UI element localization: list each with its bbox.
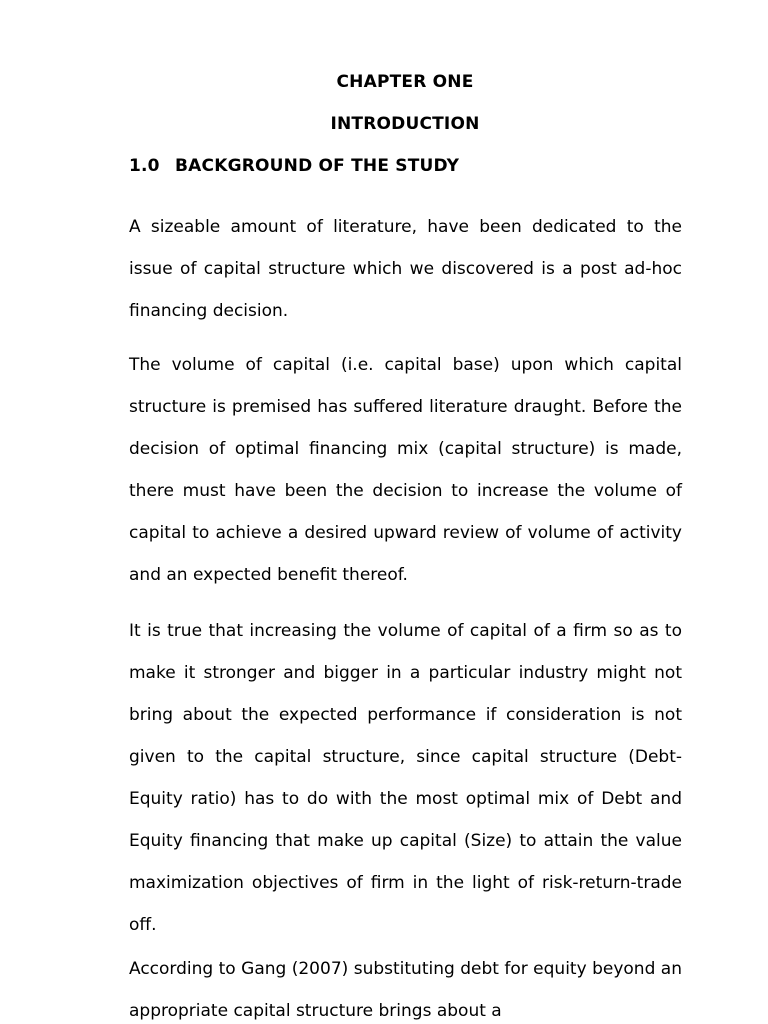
section-number: 1.0 [129, 156, 160, 176]
paragraph-1: A sizeable amount of literature, have been dedicated to the issue of capital structure which we discovered is a post ad-hoc financing decision. [129, 217, 682, 321]
section-heading [129, 156, 459, 176]
paragraph-2: The volume of capital (i.e. capital base) upon which capital structure is premised has suffered literature draught. Before the decision of optimal financing mix (capital structure) is made, there must have been the decision to increase the volume of capital to achieve a desired upward review of volume of activity and an expected benefit thereof. [129, 355, 682, 585]
paragraph-3: It is true that increasing the volume of capital of a firm so as to make it stronger and bigger in a particular industry might not bring about the expected performance if consideration is not given to the capital structure, since capital structure (Debt-Equity ratio) has to do with the most optimal mix of Debt and Equity financing that make up capital (Size) to attain the value maximization objectives of firm in the light of risk-return-trade off. [129, 621, 682, 935]
chapter-subtitle: INTRODUCTION [330, 114, 480, 134]
section-title: BACKGROUND OF THE STUDY [175, 156, 460, 176]
chapter-title: CHAPTER ONE [336, 72, 474, 92]
paragraph-4: According to Gang (2007) substituting debt for equity beyond an appropriate capital structure brings about a [129, 959, 682, 1021]
